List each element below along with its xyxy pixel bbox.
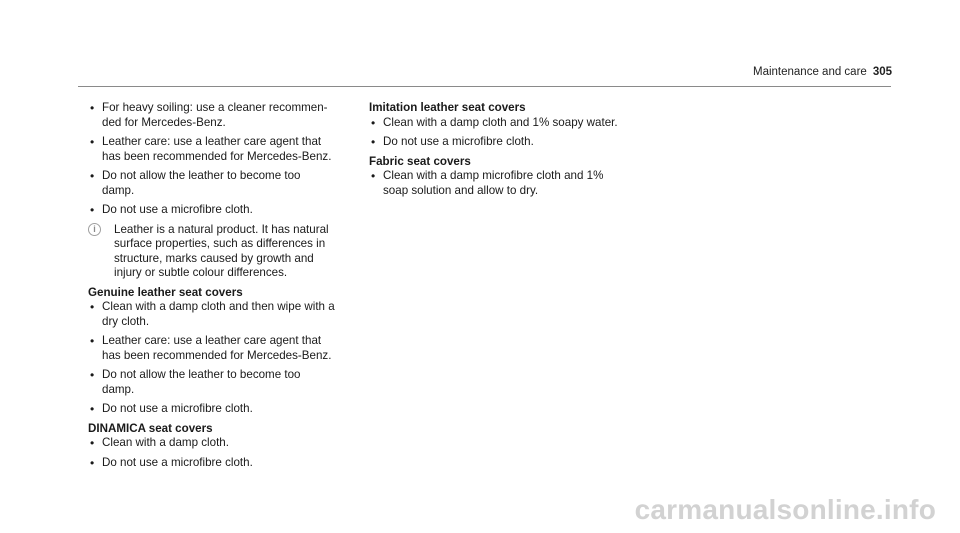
info-note (88, 223, 358, 281)
list-item (88, 203, 358, 218)
list-item-text: Do not use a microfibre cloth. (102, 203, 253, 216)
page-number: 305 (872, 66, 892, 78)
list-item (88, 368, 358, 397)
list-item (88, 436, 358, 451)
list-item (88, 334, 358, 363)
list-item (88, 101, 358, 130)
list-item-text: Clean with a damp cloth and 1% soapy water. (383, 115, 618, 129)
list-item-text: Do not allow the leather to become too damp. (102, 169, 301, 197)
list-item-text: Leather care: use a leather care agent that has been recommended for Mercedes-Benz. (102, 135, 332, 163)
section-title: Maintenance and care (753, 66, 867, 78)
section-heading-fabric: Fabric seat covers (369, 154, 471, 168)
watermark: carmanualsonline.info (634, 494, 936, 525)
list-item (88, 300, 358, 329)
list-item (88, 402, 358, 417)
list-item-text: Leather care: use a leather care agent that has been recommended for Mercedes-Benz. (102, 334, 332, 362)
info-note-icon: i (88, 223, 101, 236)
section-heading-genuine-leather: Genuine leather seat covers (88, 285, 243, 299)
list-item-text: Do not use a microfibre cloth. (383, 135, 534, 148)
section-heading-dinamica: DINAMICA seat covers (88, 421, 213, 435)
list-item-text: Do not allow the leather to become too damp. (102, 368, 301, 396)
header-rule (78, 86, 891, 87)
list-item (369, 116, 639, 131)
list-item (88, 135, 358, 164)
list-item-text: Do not use a microfibre cloth. (102, 455, 253, 469)
running-header (753, 65, 892, 80)
section-heading-imitation-leather: Imitation leather seat covers (369, 101, 526, 114)
list-item (369, 135, 639, 150)
info-note-text: Leather is a natural product. It has natural surface properties, such as differences in structure, marks caused by growth and injury or subtle colour differences. (114, 222, 329, 279)
list-item (369, 169, 639, 198)
list-item-text: Clean with a damp cloth and then wipe with a dry cloth. (102, 300, 335, 328)
list-item-text: For heavy soiling: use a cleaner recommen- ded for Mercedes-Benz. (102, 101, 328, 129)
right-column (369, 101, 639, 203)
list-item (88, 456, 358, 471)
list-item-text: Clean with a damp cloth. (102, 436, 229, 449)
list-item-text: Clean with a damp microfibre cloth and 1% soap solution and allow to dry. (383, 169, 604, 197)
list-item-text: Do not use a microfibre cloth. (102, 402, 253, 415)
list-item (88, 169, 358, 198)
left-column (88, 101, 358, 475)
